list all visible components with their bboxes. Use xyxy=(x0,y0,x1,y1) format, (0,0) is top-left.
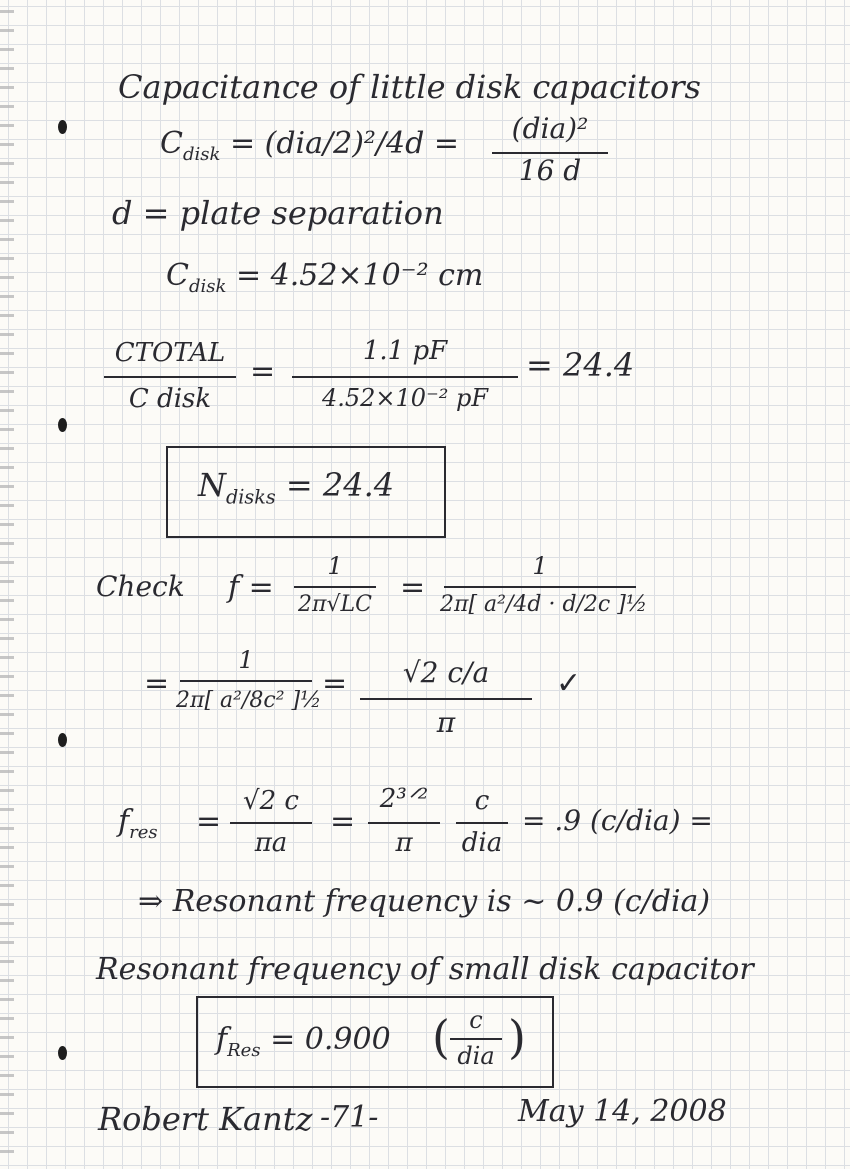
check-den4: π xyxy=(436,706,456,739)
fres-calc-subscript: res xyxy=(129,822,158,843)
cdisk-value-subscript: disk xyxy=(188,276,227,297)
fraction-bar xyxy=(294,586,376,588)
ndisks-subscript: disks xyxy=(226,485,276,509)
check-equals: = xyxy=(400,570,426,605)
implication-text: Resonant frequency is ~ 0.9 (c/dia) xyxy=(172,884,711,919)
cdisk-value-pf: 4.52×10⁻² pF xyxy=(321,384,489,412)
fres-equals-1: = xyxy=(196,804,222,839)
final-fres-subscript: Res xyxy=(227,1040,261,1061)
check-num1: 1 xyxy=(327,552,343,580)
cdisk-value-symbol: C xyxy=(166,258,189,293)
check-den3: 2π[ a²/8c² ]½ xyxy=(176,688,322,713)
checkmark-icon: ✓ xyxy=(556,666,582,701)
implies-arrow-icon: ⇒ xyxy=(138,884,164,919)
fres-den2: π xyxy=(395,828,413,858)
fraction-bar xyxy=(180,680,312,682)
fraction-bar xyxy=(292,376,518,378)
cdisk-value-number: = 4.52×10⁻² cm xyxy=(235,258,484,293)
check-num4: √2 c/a xyxy=(402,656,490,689)
ctotal-label: CTOTAL xyxy=(114,338,226,368)
cdisk-subscript: disk xyxy=(182,144,221,165)
cdisk-label: C disk xyxy=(128,384,212,414)
page-title: Capacitance of little disk capacitors xyxy=(118,68,701,106)
fres-den3: dia xyxy=(461,828,503,858)
punch-hole xyxy=(58,120,67,134)
fraction-bar xyxy=(230,822,312,824)
ratio-equals: = xyxy=(250,354,276,389)
fres-tail: = .9 (c/dia) = xyxy=(522,804,713,837)
cdisk-expression: = (dia/2)²/4d = xyxy=(229,126,460,161)
punch-hole xyxy=(58,1046,67,1060)
spiral-binding xyxy=(0,10,14,1160)
fraction-bar xyxy=(104,376,236,378)
cdisk-denominator: 16 d xyxy=(518,154,582,187)
fres-equals-2: = xyxy=(330,804,356,839)
fraction-bar xyxy=(368,822,440,824)
check-line2-equals: = xyxy=(144,666,170,701)
fres-num1: √2 c xyxy=(243,786,299,816)
fres-num2: 2³ᐟ² xyxy=(379,784,429,814)
fres-calc-label xyxy=(118,804,158,843)
fres-calc-symbol: f xyxy=(118,804,130,839)
punch-hole xyxy=(58,733,67,747)
ndisks-value: = 24.4 xyxy=(285,466,395,504)
final-value: = 0.900 xyxy=(270,1022,391,1057)
final-num: c xyxy=(469,1006,483,1034)
fraction-bar xyxy=(360,698,532,700)
punch-hole xyxy=(58,418,67,432)
cdisk-formula xyxy=(160,126,459,165)
close-paren: ) xyxy=(508,1010,526,1064)
check-num3: 1 xyxy=(238,646,254,674)
final-result xyxy=(216,1022,391,1061)
final-fres-symbol: f xyxy=(216,1022,228,1057)
fraction-bar xyxy=(450,1038,502,1040)
check-label: Check xyxy=(96,570,185,603)
check-den2: 2π[ a²/4d · d/2c ]½ xyxy=(440,592,648,617)
d-definition: d = plate separation xyxy=(112,194,444,232)
fraction-bar xyxy=(444,586,636,588)
ratio-result: = 24.4 xyxy=(526,346,635,384)
check-f: f = xyxy=(228,570,274,605)
open-paren: ( xyxy=(432,1010,450,1064)
conclusion-title: Resonant frequency of small disk capacitor xyxy=(96,952,754,987)
implication-line xyxy=(138,884,710,919)
fraction-bar xyxy=(456,822,508,824)
page-number: -71- xyxy=(320,1100,379,1135)
cdisk-symbol: C xyxy=(160,126,183,161)
fres-num3: c xyxy=(474,786,490,816)
cdisk-value xyxy=(166,258,483,297)
final-den: dia xyxy=(457,1042,495,1070)
ctotal-value: 1.1 pF xyxy=(362,336,448,366)
check-den1: 2π√LC xyxy=(298,592,372,617)
ndisks-result xyxy=(198,466,394,508)
check-num2: 1 xyxy=(532,552,548,580)
fres-den1: πa xyxy=(254,828,288,858)
signature-name: Robert Kantz xyxy=(98,1100,313,1138)
cdisk-numerator: (dia)² xyxy=(511,112,589,145)
check-equals-3: = xyxy=(322,666,348,701)
ndisks-symbol: N xyxy=(198,466,226,504)
signature-date: May 14, 2008 xyxy=(518,1094,727,1129)
